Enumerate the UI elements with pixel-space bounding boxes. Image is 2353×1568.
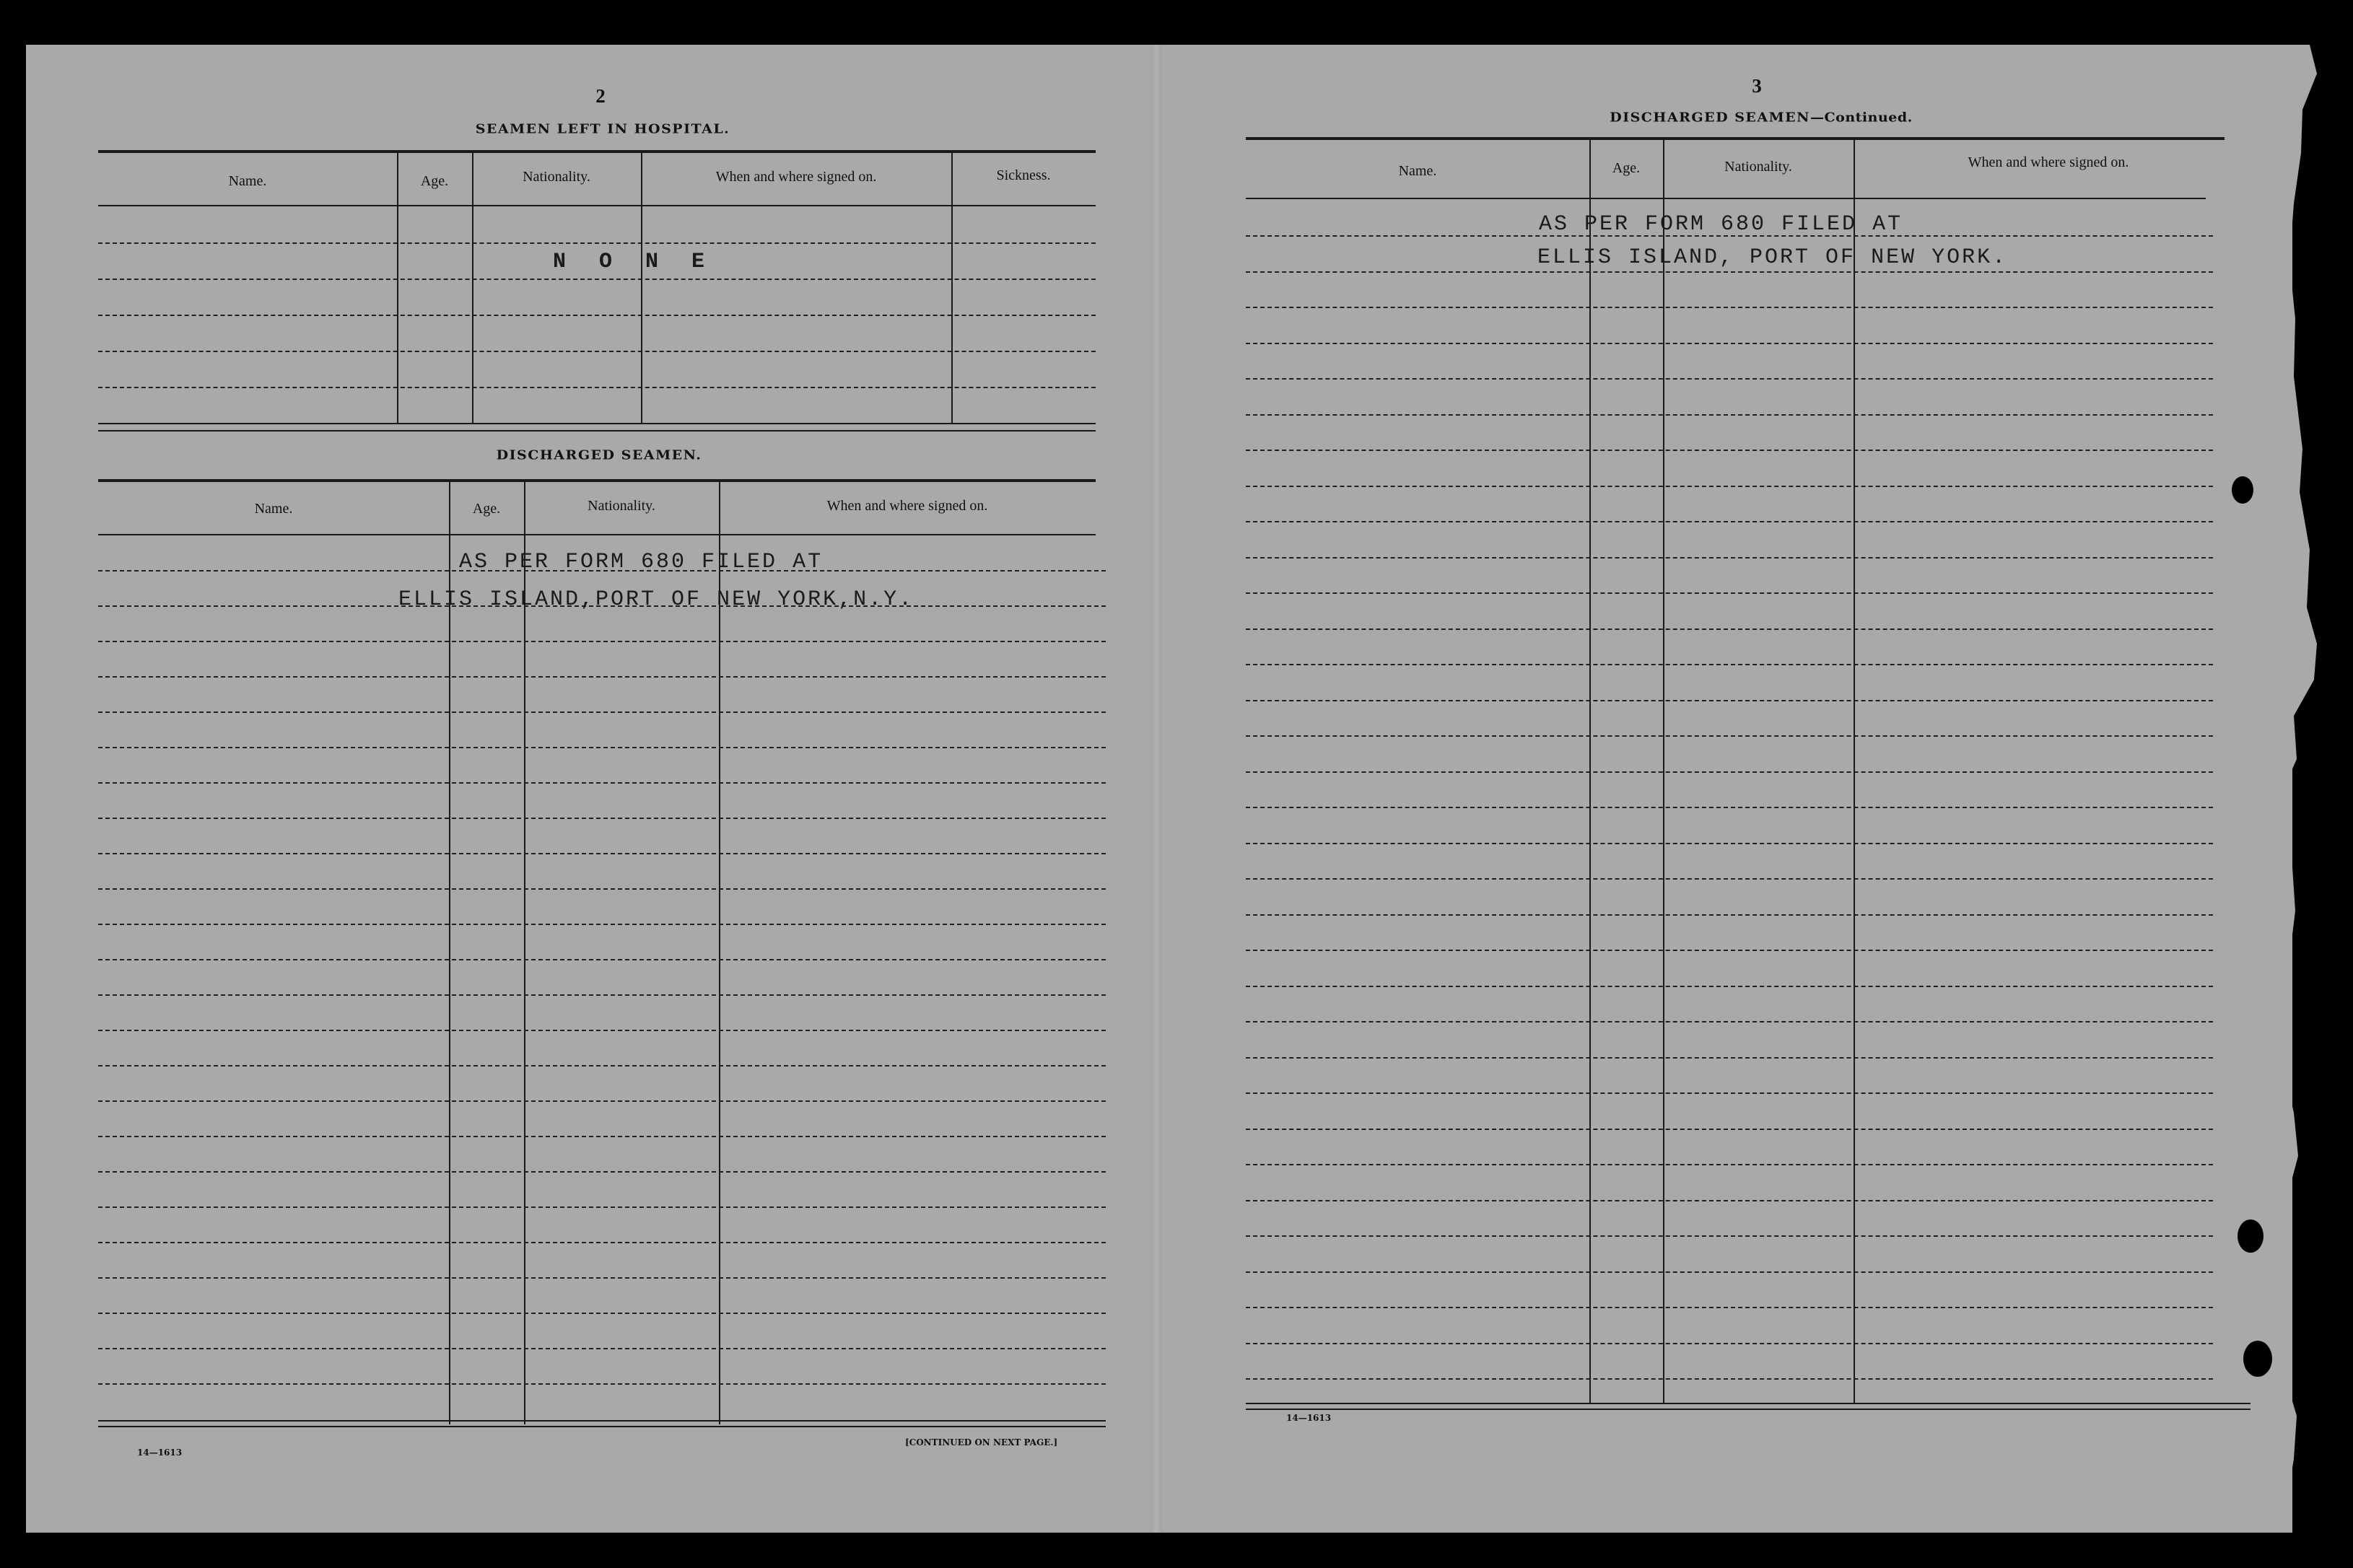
page-number-left: 2 [595,85,606,107]
row-line [98,888,1106,890]
column-header-sickness: Sickness. [996,167,1051,183]
row-line [1246,664,2213,665]
column-divider [524,482,525,1424]
column-divider [397,153,398,424]
punch-hole [2238,1219,2263,1253]
row-line [1246,486,2213,487]
row-line [1246,1200,2213,1201]
form-number: 14—1613 [1286,1413,1332,1423]
row-line [98,1242,1106,1243]
row-line [1246,1343,2213,1344]
hospital-section-title: SEAMEN LEFT IN HOSPITAL. [475,121,730,137]
title-suffix: —Continued. [1810,110,1913,126]
row-line [98,1383,1106,1385]
column-divider [641,153,642,424]
discharged-continued-title [1552,110,1970,126]
row-line [98,1313,1106,1314]
torn-edge [2209,45,2353,1533]
column-header-age: Age. [1612,160,1641,176]
row-line [98,1030,1106,1031]
row-line [98,994,1106,996]
row-line [98,1136,1106,1137]
hospital-entry-none: N O N E [553,250,715,274]
title-main: DISCHARGED SEAMEN [1610,110,1811,126]
form-number: 14—1613 [137,1447,183,1458]
typed-line-1: AS PER FORM 680 FILED AT [459,550,824,574]
row-line [98,1100,1106,1102]
row-line [1246,1129,2213,1130]
row-line [1246,700,2213,701]
row-line [98,641,1106,642]
punch-hole [2232,476,2253,504]
column-header-name: Name. [254,501,293,517]
column-header-nationality: Nationality. [1724,159,1792,175]
table-top-rule [98,150,1096,153]
column-header-nationality: Nationality. [588,498,655,514]
row-line [1246,450,2213,451]
row-line [98,242,1096,244]
row-line [1246,1307,2213,1308]
table-top-rule [98,479,1096,482]
row-line [98,959,1106,960]
page-number-right: 3 [1752,75,1762,97]
row-line [1246,1092,2213,1094]
table-bottom-rule [98,1420,1106,1422]
typed-line-1: AS PER FORM 680 FILED AT [1539,212,1903,237]
row-line [98,315,1096,316]
table-bottom-rule [98,1426,1106,1427]
row-line [1246,378,2213,380]
table-bottom-rule [1246,1403,2251,1404]
continued-note: [CONTINUED ON NEXT PAGE.] [905,1437,1058,1447]
row-line [1246,307,2213,308]
row-line [1246,771,2213,773]
row-line [1246,1021,2213,1022]
column-header-signed-on: When and where signed on. [826,498,988,514]
row-line [1246,628,2213,630]
row-line [1246,557,2213,559]
column-header-name: Name. [1398,163,1437,179]
row-line [98,279,1096,280]
row-line [1246,950,2213,951]
discharged-section-title: DISCHARGED SEAMEN. [496,447,702,463]
column-divider [449,482,450,1424]
row-line [98,1065,1106,1066]
column-header-signed-on: When and where signed on. [715,169,877,185]
row-line [1246,343,2213,344]
row-line [98,676,1106,678]
row-line [1246,1164,2213,1165]
row-line [98,924,1106,925]
header-rule [98,205,1096,206]
row-line [1246,1057,2213,1059]
table-top-rule [1246,137,2225,140]
header-rule [1246,198,2206,199]
row-line [1246,986,2213,987]
table-bottom-rule [1246,1409,2251,1410]
typed-line-2: ELLIS ISLAND,PORT OF NEW YORK,N.Y. [398,587,914,612]
row-line [98,1206,1106,1208]
column-header-signed-on: When and where signed on. [1968,154,2129,170]
typed-line-2: ELLIS ISLAND, PORT OF NEW YORK. [1537,245,2008,270]
row-line [1246,807,2213,808]
row-line [98,853,1106,854]
row-line [1246,592,2213,594]
table-bottom-rule [98,423,1096,424]
column-divider [719,482,720,1424]
column-divider [951,153,953,424]
row-line [1246,914,2213,916]
page-fold [1151,45,1162,1533]
column-divider [472,153,473,424]
row-line [1246,1271,2213,1273]
row-line [98,1277,1106,1279]
row-line [1246,735,2213,737]
row-line [1246,414,2213,416]
row-line [1246,1378,2213,1380]
row-line [1246,843,2213,844]
row-line [98,818,1106,819]
row-line [98,1348,1106,1349]
row-line [98,387,1096,388]
table-bottom-rule [98,430,1096,432]
row-line [98,711,1106,713]
punch-hole [2243,1341,2272,1377]
column-header-name: Name. [228,173,267,189]
row-line [98,351,1096,352]
row-line [1246,878,2213,880]
row-line [1246,521,2213,522]
row-line [98,782,1106,784]
row-line [1246,1235,2213,1237]
row-line [98,747,1106,748]
column-header-nationality: Nationality. [523,169,590,185]
row-line [1246,271,2213,273]
header-rule [98,534,1096,535]
row-line [98,1171,1106,1173]
column-header-age: Age. [420,173,449,189]
column-header-age: Age. [472,501,501,517]
